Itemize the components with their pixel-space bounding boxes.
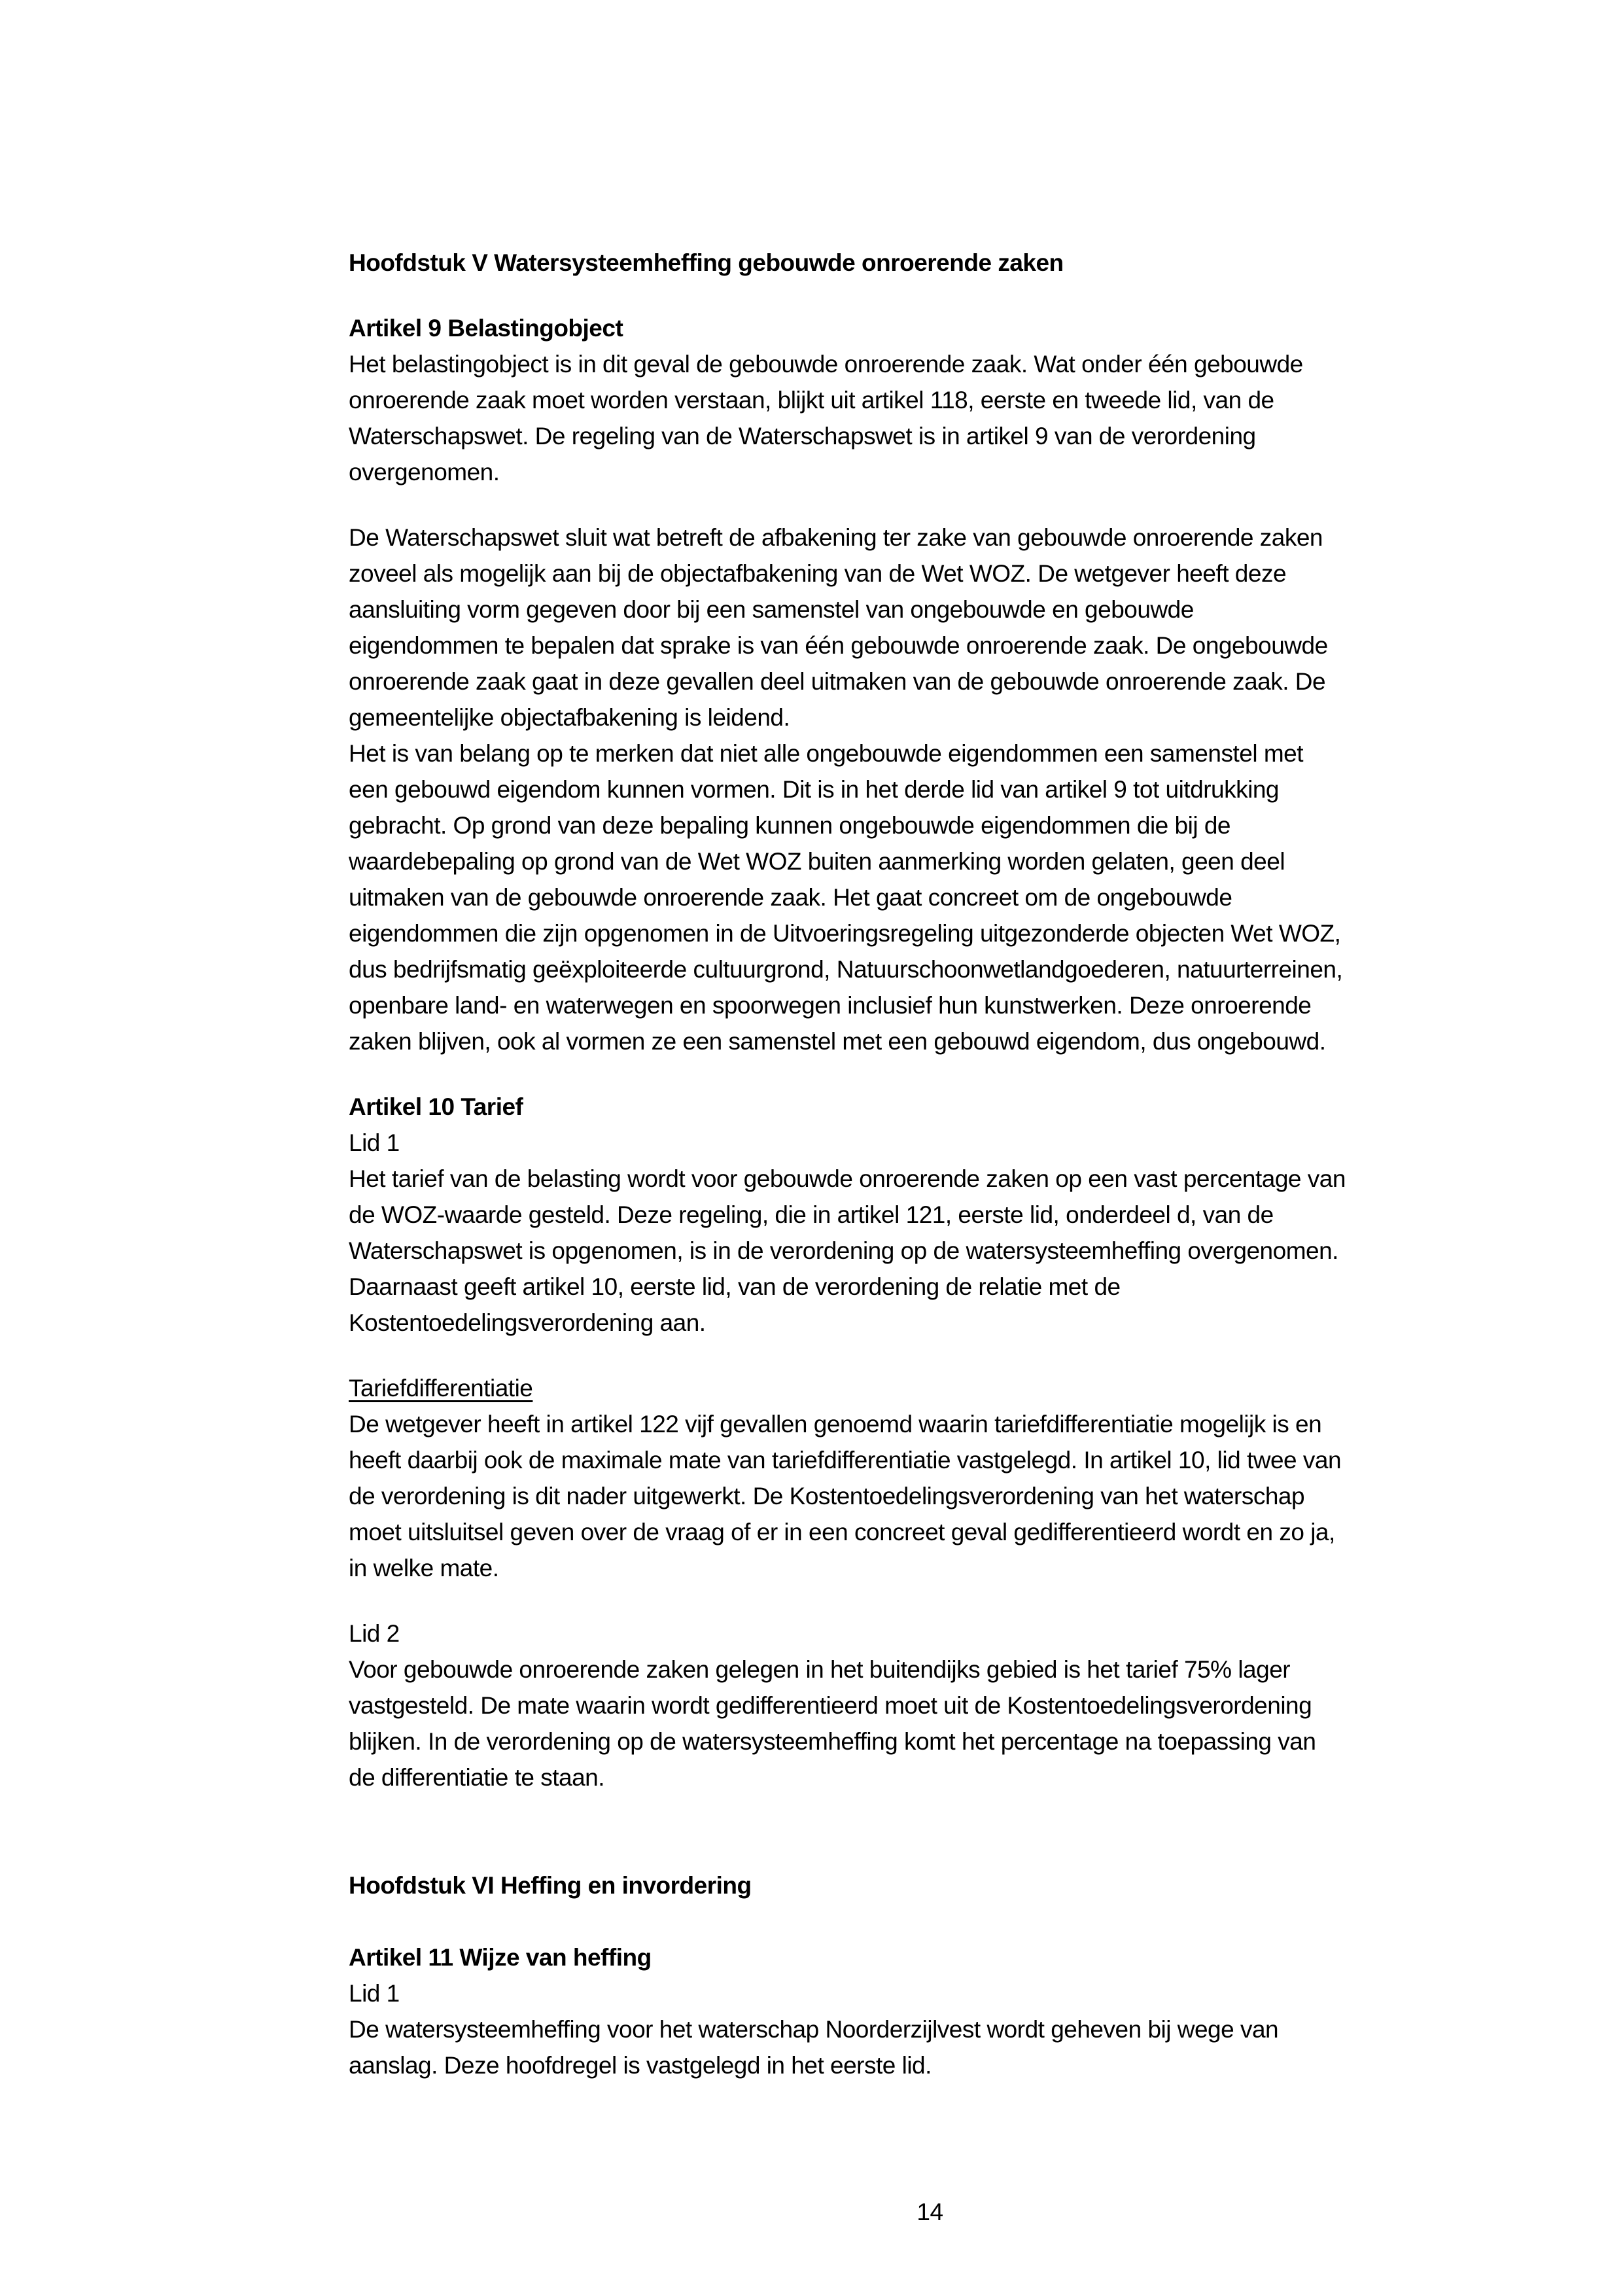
document-body xyxy=(349,245,1511,2083)
text-block xyxy=(349,1867,1511,1903)
paragraph-line: eigendommen die zijn opgenomen in de Uitvoeringsregeling uitgezonderde objecten Wet WOZ, xyxy=(349,920,1341,947)
paragraph-line: waardebepaling op grond van de Wet WOZ buiten aanmerking worden gelaten, geen deel xyxy=(349,848,1285,875)
text-block xyxy=(349,1939,1511,1975)
paragraph-line: uitmaken van de gebouwde onroerende zaak. Het gaat concreet om de ongebouwde xyxy=(349,884,1232,911)
paragraph-line: in welke mate. xyxy=(349,1555,499,1581)
paragraph-line: Het belastingobject is in dit geval de gebouwde onroerende zaak. Wat onder één gebouwde xyxy=(349,351,1303,378)
paragraph-line: openbare land- en waterwegen en spoorwegen inclusief hun kunstwerken. Deze onroerende xyxy=(349,992,1312,1019)
paragraph-line: onroerende zaak moet worden verstaan, blijkt uit artikel 118, eerste en tweede lid, van de xyxy=(349,387,1274,414)
article-heading-line: Artikel 10 Tarief xyxy=(349,1093,523,1120)
text-block xyxy=(349,1089,1511,1125)
paragraph-line: De wetgever heeft in artikel 122 vijf gevallen genoemd waarin tariefdifferentiatie mogelijk is en xyxy=(349,1411,1322,1438)
paragraph-line: blijken. In de verordening op de watersysteemheffing komt het percentage na toepassing van xyxy=(349,1728,1316,1755)
paragraph-line: gebracht. Op grond van deze bepaling kunnen ongebouwde eigendommen die bij de xyxy=(349,812,1230,839)
article-heading-line: Artikel 9 Belastingobject xyxy=(349,315,623,342)
paragraph-line: Het tarief van de belasting wordt voor gebouwde onroerende zaken op een vast percentage van xyxy=(349,1165,1346,1192)
paragraph-line: de WOZ-waarde gesteld. Deze regeling, die in artikel 121, eerste lid, onderdeel d, van de xyxy=(349,1201,1274,1228)
paragraph-line: De Waterschapswet sluit wat betreft de afbakening ter zake van gebouwde onroerende zaken xyxy=(349,524,1323,551)
text-block xyxy=(349,520,1511,1059)
text-block xyxy=(349,1125,1511,1341)
text-block xyxy=(349,245,1511,281)
paragraph-line: Het is van belang op te merken dat niet alle ongebouwde eigendommen een samenstel met xyxy=(349,740,1303,767)
paragraph-line: Lid 1 xyxy=(349,1980,400,2007)
paragraph-line: De watersysteemheffing voor het waterschap Noorderzijlvest wordt geheven bij wege van xyxy=(349,2016,1279,2043)
paragraph-line: aanslag. Deze hoofdregel is vastgelegd in het eerste lid. xyxy=(349,2052,932,2079)
paragraph-line: een gebouwd eigendom kunnen vormen. Dit is in het derde lid van artikel 9 tot uitdrukking xyxy=(349,776,1279,803)
paragraph-line: overgenomen. xyxy=(349,459,500,486)
paragraph-line: vastgesteld. De mate waarin wordt gedifferentieerd moet uit de Kostentoedelingsverordening xyxy=(349,1692,1312,1719)
paragraph-line: onroerende zaak gaat in deze gevallen deel uitmaken van de gebouwde onroerende zaak. De xyxy=(349,668,1326,695)
chapter-heading-line: Hoofdstuk VI Heffing en invordering xyxy=(349,1872,752,1899)
paragraph-line: eigendommen te bepalen dat sprake is van één gebouwde onroerende zaak. De ongebouwde xyxy=(349,632,1328,659)
paragraph-line: Lid 1 xyxy=(349,1129,400,1156)
chapter-heading-line: Hoofdstuk V Watersysteemheffing gebouwde onroerende zaken xyxy=(349,249,1064,276)
paragraph-line: Waterschapswet is opgenomen, is in de verordening op de watersysteemheffing overgenomen. xyxy=(349,1237,1338,1264)
paragraph-line: Kostentoedelingsverordening aan. xyxy=(349,1309,706,1336)
text-block xyxy=(349,1975,1511,2083)
paragraph-line: Lid 2 xyxy=(349,1620,400,1647)
paragraph-line: Waterschapswet. De regeling van de Waterschapswet is in artikel 9 van de verordening xyxy=(349,423,1256,450)
text-block xyxy=(349,346,1511,490)
paragraph-line: moet uitsluitsel geven over de vraag of er in een concreet geval gedifferentieerd wordt en zo ja, xyxy=(349,1519,1335,1545)
text-block xyxy=(349,310,1511,346)
paragraph-line: de verordening is dit nader uitgewerkt. De Kostentoedelingsverordening van het waterschap xyxy=(349,1483,1305,1510)
page-number: 14 xyxy=(916,2199,943,2225)
underlined-subheading-line: Tariefdifferentiatie xyxy=(349,1375,533,1402)
paragraph-line: heeft daarbij ook de maximale mate van tariefdifferentiatie vastgelegd. In artikel 10, lid twee van xyxy=(349,1447,1342,1474)
paragraph-line: zoveel als mogelijk aan bij de objectafbakening van de Wet WOZ. De wetgever heeft deze xyxy=(349,560,1287,587)
text-block xyxy=(349,1406,1511,1586)
text-block xyxy=(349,1370,1511,1406)
paragraph-line: Voor gebouwde onroerende zaken gelegen in het buitendijks gebied is het tarief 75% lager xyxy=(349,1656,1291,1683)
paragraph-line: gemeentelijke objectafbakening is leidend. xyxy=(349,704,790,731)
paragraph-line: aansluiting vorm gegeven door bij een samenstel van ongebouwde en gebouwde xyxy=(349,596,1194,623)
paragraph-line: dus bedrijfsmatig geëxploiteerde cultuurgrond, Natuurschoonwetlandgoederen, natuurterreinen, xyxy=(349,956,1343,983)
article-heading-line: Artikel 11 Wijze van heffing xyxy=(349,1944,652,1971)
paragraph-line: Daarnaast geeft artikel 10, eerste lid, van de verordening de relatie met de xyxy=(349,1273,1121,1300)
paragraph-line: zaken blijven, ook al vormen ze een samenstel met een gebouwd eigendom, dus ongebouwd. xyxy=(349,1028,1326,1055)
paragraph-line: de differentiatie te staan. xyxy=(349,1764,605,1791)
text-block xyxy=(349,1616,1511,1795)
